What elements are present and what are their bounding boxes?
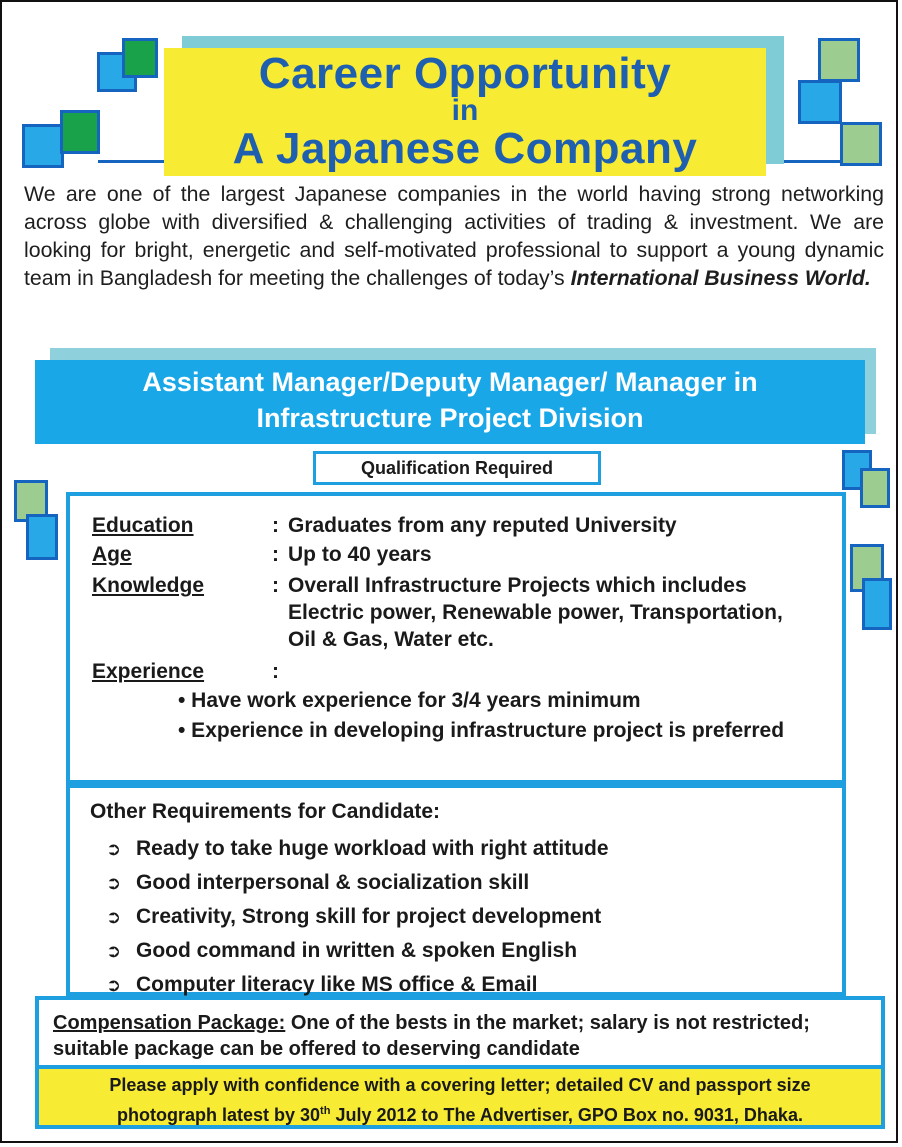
- qualification-value: Graduates from any reputed University: [288, 514, 677, 537]
- list-item: ➲ Ready to take huge workload with right attitude: [106, 832, 609, 866]
- qualification-row-knowledge: Knowledge : Overall Infrastructure Projects which includes Electric power, Renewable power, Transportation, Oil & Gas, Water etc.: [92, 572, 808, 653]
- qualification-box: [66, 492, 846, 784]
- position-line-1: Assistant Manager/Deputy Manager/ Manager in: [142, 367, 758, 397]
- position-line-2: Infrastructure Project Division: [256, 403, 644, 433]
- header-line-3: A Japanese Company: [232, 124, 698, 173]
- experience-bullet: • Experience in developing infrastructure project is preferred: [178, 719, 785, 742]
- qualification-row-experience: Experience :: [92, 660, 279, 683]
- other-requirements-title: Other Requirements for Candidate:: [90, 800, 441, 823]
- list-item: ➲ Good command in written & spoken English: [106, 934, 609, 968]
- header-line-2: in: [451, 94, 479, 127]
- intro-paragraph: [24, 180, 884, 292]
- intro-emphasis: International Business World.: [570, 266, 871, 290]
- intro-text: We are one of the largest Japanese companies in the world having strong networking across globe with diversified & challenging activities of trading & investment. We are looking for bright, energetic and self-motivated professional to support a young dynamic team in Bangladesh for meeting the challenges of today’s: [24, 182, 884, 290]
- compensation-text: [53, 1010, 873, 1062]
- qualification-key: Education: [92, 514, 194, 537]
- arrow-icon: ➲: [106, 975, 122, 995]
- qualification-row-age: Age : Up to 40 years: [92, 541, 808, 568]
- compensation-label: Compensation Package:: [53, 1012, 286, 1034]
- decor-square: [22, 124, 64, 168]
- header-line-1: Career Opportunity: [258, 49, 672, 98]
- arrow-icon: ➲: [106, 941, 122, 961]
- decor-square: [798, 80, 842, 124]
- other-requirements-list: [106, 832, 609, 1002]
- experience-bullet: • Have work experience for 3/4 years minimum: [178, 689, 641, 712]
- list-item: ➲ Computer literacy like MS office & Email: [106, 968, 609, 1002]
- qualification-value: Up to 40 years: [288, 543, 432, 566]
- qualification-key: Age: [92, 543, 132, 566]
- qualification-key: Experience: [92, 660, 205, 683]
- decor-square: [840, 122, 882, 166]
- arrow-icon: ➲: [106, 907, 122, 927]
- decor-square: [860, 468, 890, 508]
- compensation-box: [35, 996, 885, 1069]
- qualification-key: Knowledge: [92, 574, 205, 597]
- decor-square: [818, 38, 860, 82]
- list-item: ➲ Creativity, Strong skill for project development: [106, 900, 609, 934]
- qualification-row-education: Education : Graduates from any reputed University: [92, 512, 808, 539]
- apply-line-2: photograph latest by 30th July 2012 to The Advertiser, GPO Box no. 9031, Dhaka.: [117, 1105, 803, 1125]
- decor-square: [26, 514, 58, 560]
- decor-line: [98, 160, 164, 163]
- decor-square: [862, 578, 892, 630]
- qualification-value: Overall Infrastructure Projects which includes Electric power, Renewable power, Transportation, Oil & Gas, Water etc.: [288, 574, 783, 651]
- arrow-icon: ➲: [106, 873, 122, 893]
- arrow-icon: ➲: [106, 839, 122, 859]
- qualification-label: Qualification Required: [313, 451, 601, 485]
- decor-square: [122, 38, 158, 78]
- apply-line-1: Please apply with confidence with a covering letter; detailed CV and passport size: [109, 1075, 811, 1095]
- compensation-description: One of the bests in the market; salary is not restricted; suitable package can be offered to deserving candidate: [53, 1012, 810, 1060]
- apply-instructions: [35, 1069, 885, 1129]
- other-requirements-box: [66, 784, 846, 996]
- header-title: [164, 48, 766, 176]
- position-banner: [35, 360, 865, 444]
- list-item: ➲ Good interpersonal & socialization skill: [106, 866, 609, 900]
- decor-square: [60, 110, 100, 154]
